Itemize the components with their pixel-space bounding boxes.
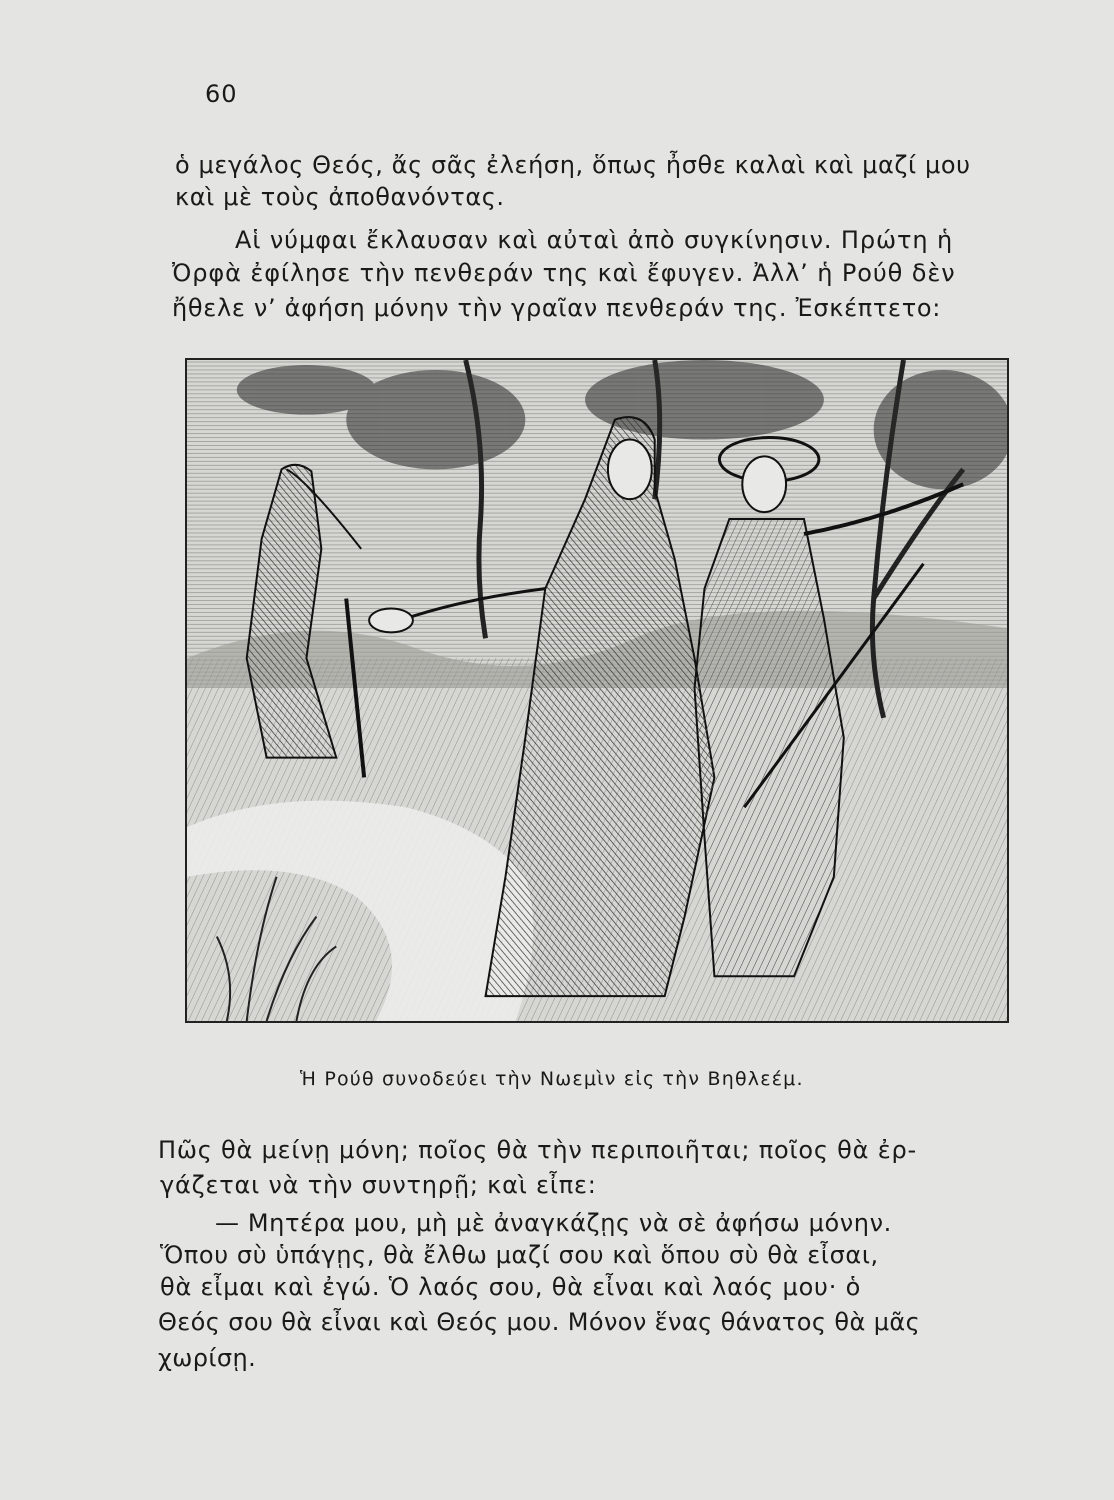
text-line: Ὀρφὰ ἐφίλησε τὴν πενθεράν της καὶ ἔφυγεν. Ἀλλ’ ἡ Ρούθ δὲν: [172, 259, 956, 287]
text-line: Πῶς θὰ μείνῃ μόνη; ποῖος θὰ τὴν περιποιῆται; ποῖος θὰ ἐρ-: [158, 1136, 917, 1164]
illustration-engraving: [185, 358, 1009, 1023]
text-line: γάζεται νὰ τὴν συντηρῇ; καὶ εἶπε:: [160, 1171, 597, 1199]
engraving-image: [187, 360, 1007, 1021]
text-line: Ὅπου σὺ ὑπάγῃς, θὰ ἔλθω μαζί σου καὶ ὅπου σὺ θὰ εἶσαι,: [160, 1241, 879, 1269]
page-number: 60: [205, 80, 238, 108]
illustration-caption: Ἡ Ρούθ συνοδεύει τὴν Νωεμὶν εἰς τὴν Βηθλεέμ.: [300, 1068, 804, 1090]
text-line: θὰ εἶμαι καὶ ἐγώ. Ὁ λαός σου, θὰ εἶναι καὶ λαός μου· ὁ: [160, 1273, 862, 1301]
text-line: Θεός σου θὰ εἶναι καὶ Θεός μου. Μόνον ἕνας θάνατος θὰ μᾶς: [158, 1308, 921, 1336]
text-line: χωρίσῃ.: [158, 1344, 257, 1372]
text-line: ἤθελε ν’ ἀφήση μόνην τὴν γραῖαν πενθεράν της. Ἐσκέπτετο:: [172, 294, 942, 322]
text-line: καὶ μὲ τοὺς ἀποθανόντας.: [175, 183, 505, 211]
text-line: Αἱ νύμφαι ἔκλαυσαν καὶ αὐταὶ ἀπὸ συγκίνησιν. Πρώτη ἡ: [235, 226, 954, 254]
text-line: ὁ μεγάλος Θεός, ἄς σᾶς ἐλεήση, ὅπως ἦσθε καλαὶ καὶ μαζί μου: [175, 151, 971, 179]
text-line: — Μητέρα μου, μὴ μὲ ἀναγκάζῃς νὰ σὲ ἀφήσω μόνην.: [215, 1209, 892, 1237]
